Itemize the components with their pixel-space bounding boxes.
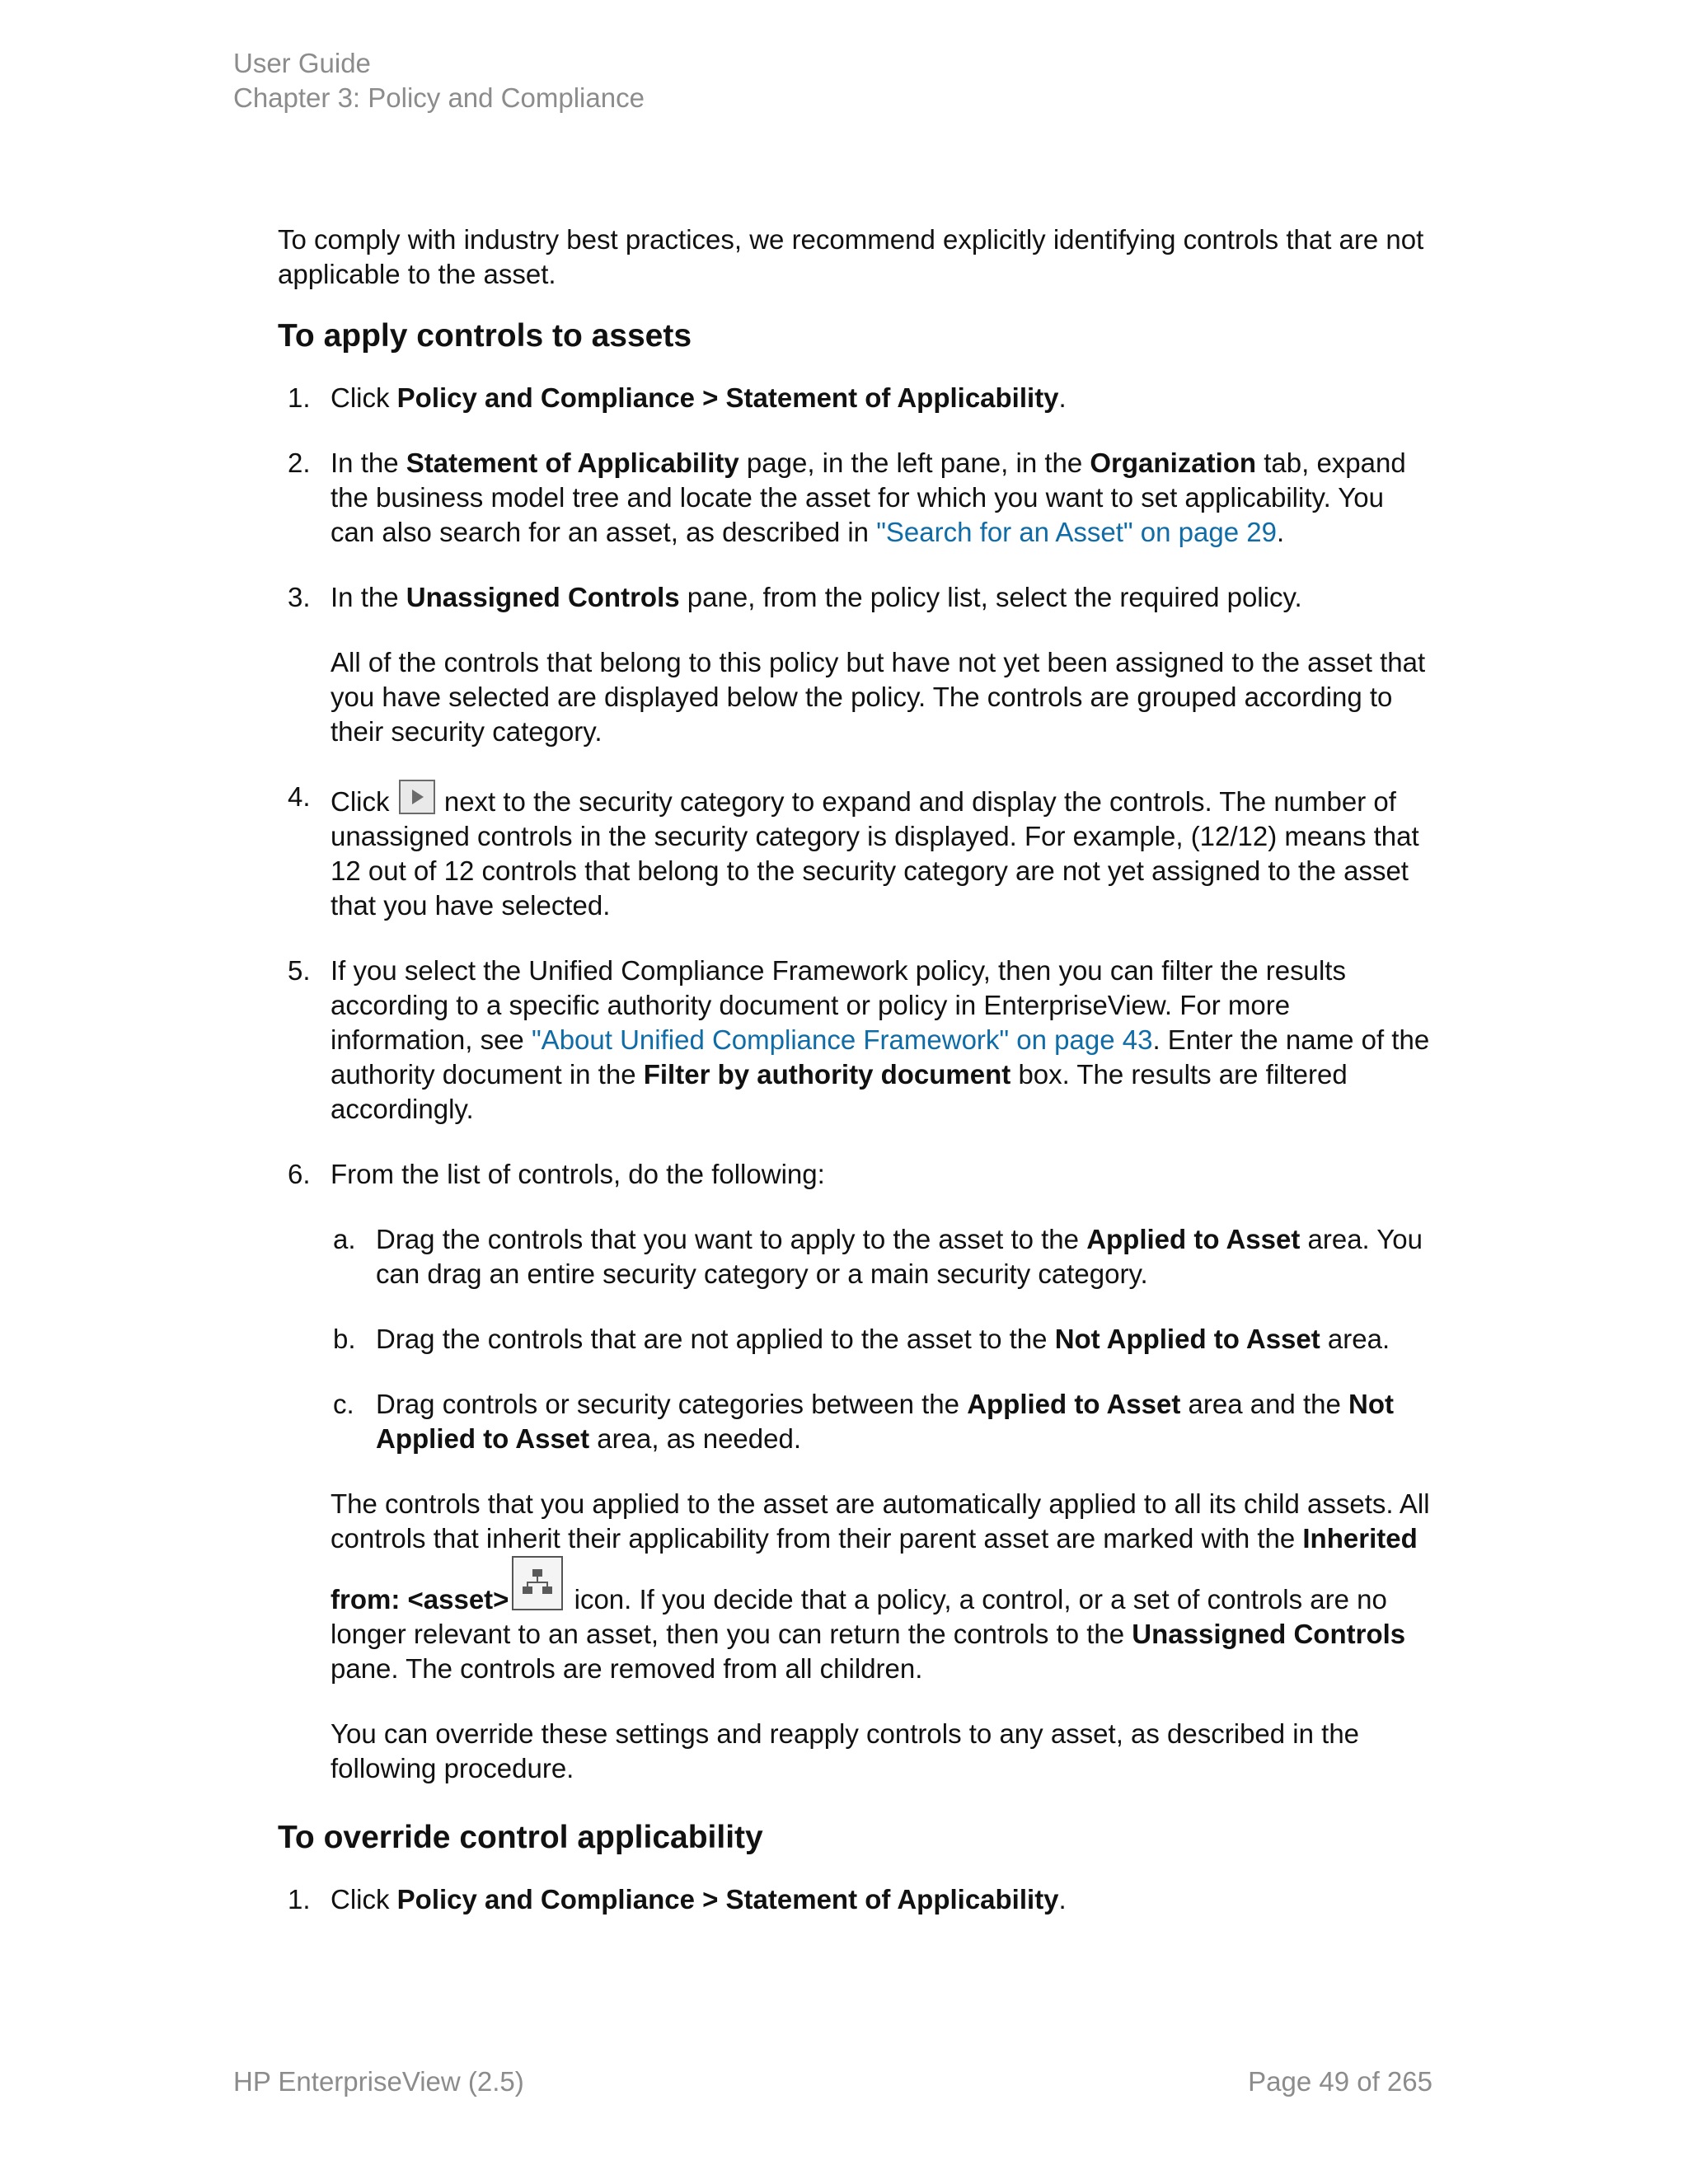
substep-letter: c. — [333, 1389, 354, 1419]
step-number: 1. — [288, 382, 311, 413]
inherited-icon — [512, 1556, 563, 1610]
footer-product: HP EnterpriseView (2.5) — [233, 2066, 524, 2097]
step-5: 5. If you select the Unified Compliance Framework policy, then you can filter the results according to a specific authority document or policy in EnterpriseView. For more information, see "About Unified Compliance Framework" on page 43. Enter the name of the authority document in the Filter by authority document box. The results are filtered accordingly. — [288, 955, 1430, 1124]
substep-letter: b. — [333, 1324, 356, 1354]
step-3: 3. In the Unassigned Controls pane, from the policy list, select the required policy. All of the controls that belong to this policy but have not yet been assigned to the asset that you have selected are displayed below the policy. The controls are grouped according to their security category. — [278, 580, 1432, 749]
ucf-link[interactable]: "About Unified Compliance Framework" on page 43 — [531, 1024, 1153, 1055]
step-1: 1. Click Policy and Compliance > Statement of Applicability. — [278, 381, 1432, 415]
header-chapter-title: Chapter 3: Policy and Compliance — [233, 82, 645, 113]
section-heading-apply: To apply controls to assets — [278, 318, 692, 354]
substep-letter: a. — [333, 1224, 356, 1254]
step-4: 4. Click next to the security category to expand and display the controls. The number of unassigned controls in the security category is displayed. For example, (12/12) means that 12 out of 12 controls that belong to the security category are not yet assigned to the asset that you have selected. — [288, 781, 1419, 921]
intro-paragraph: To comply with industry best practices, we recommend explicitly identifying controls that are not applicable to the asset. — [278, 224, 1424, 289]
step-number: 1. — [288, 1884, 311, 1915]
override-note: You can override these settings and reapply controls to any asset, as described in the following procedure. — [331, 1718, 1360, 1783]
expand-arrow-icon — [399, 780, 435, 814]
page-body — [278, 223, 1432, 1917]
step-6-substeps — [331, 1222, 1432, 1456]
inheritance-note: The controls that you applied to the asset are automatically applied to all its child assets. All controls that inherit their applicability from their parent asset are marked with the Inherited from: <asset> icon. If you decide that a policy, a control, or a set of controls are no longer relevant to an asset, then you can return the controls to the Unassigned Controls pane. The controls are removed from all children. — [331, 1488, 1430, 1684]
substep-c: c. Drag controls or security categories between the Applied to Asset area and the Not Applied to Asset area, as needed. — [333, 1389, 1394, 1454]
menu-path: Policy and Compliance > Statement of Applicability — [396, 1884, 1059, 1915]
step-number: 2. — [288, 448, 311, 478]
menu-path: Policy and Compliance > Statement of Applicability — [396, 382, 1059, 413]
section-heading-override: To override control applicability — [278, 1820, 763, 1855]
step-3-note: All of the controls that belong to this policy but have not yet been assigned to the asset that you have selected are displayed below the policy. The controls are grouped according to their security category. — [331, 647, 1426, 747]
step-number: 3. — [288, 582, 311, 612]
apply-steps-list — [278, 381, 1432, 1786]
override-steps-list — [278, 1882, 1432, 1917]
header-guide-title: User Guide — [233, 48, 371, 78]
step-number: 6. — [288, 1159, 311, 1189]
step-6: 6. From the list of controls, do the following: a. Drag the controls that you want to apply to the asset to the Applied to Asset area. You can drag an entire security category or a main security category. b. Drag the controls that are not applied to the asset to the Not Applied to Asset area. c. Drag controls or security categories between the Applied to Asset area and the Not Applied to Asset area, as needed. The controls that you applied to the asset are automatically applied to all its child assets. All controls that inherit their applicability from their parent asset are marked with the Inherited from: <asset> icon. If you decide that a policy, a control, or a set of controls are no longer relevant to an asset, then you can return the controls to the Unassigned Controls pane. The controls are removed from all children. You can override these settings and reapply controls to any asset, as described in the following procedure. — [278, 1157, 1432, 1786]
step-number: 5. — [288, 955, 311, 986]
override-step-1: 1. Click Policy and Compliance > Statement of Applicability. — [278, 1882, 1432, 1917]
substep-b: b. Drag the controls that are not applied to the asset to the Not Applied to Asset area. — [331, 1322, 1432, 1357]
footer-page-number: Page 49 of 265 — [1248, 2066, 1432, 2097]
step-number: 4. — [288, 781, 311, 812]
running-header — [233, 46, 645, 115]
substep-a: a. Drag the controls that you want to apply to the asset to the Applied to Asset area. You can drag an entire security category or a main security category. — [333, 1224, 1423, 1289]
search-asset-link[interactable]: "Search for an Asset" on page 29 — [876, 517, 1277, 547]
step-2: 2. In the Statement of Applicability page, in the left pane, in the Organization tab, expand the business model tree and locate the asset for which you want to set applicability. You can also search for an asset, as described in "Search for an Asset" on page 29. — [288, 448, 1406, 547]
